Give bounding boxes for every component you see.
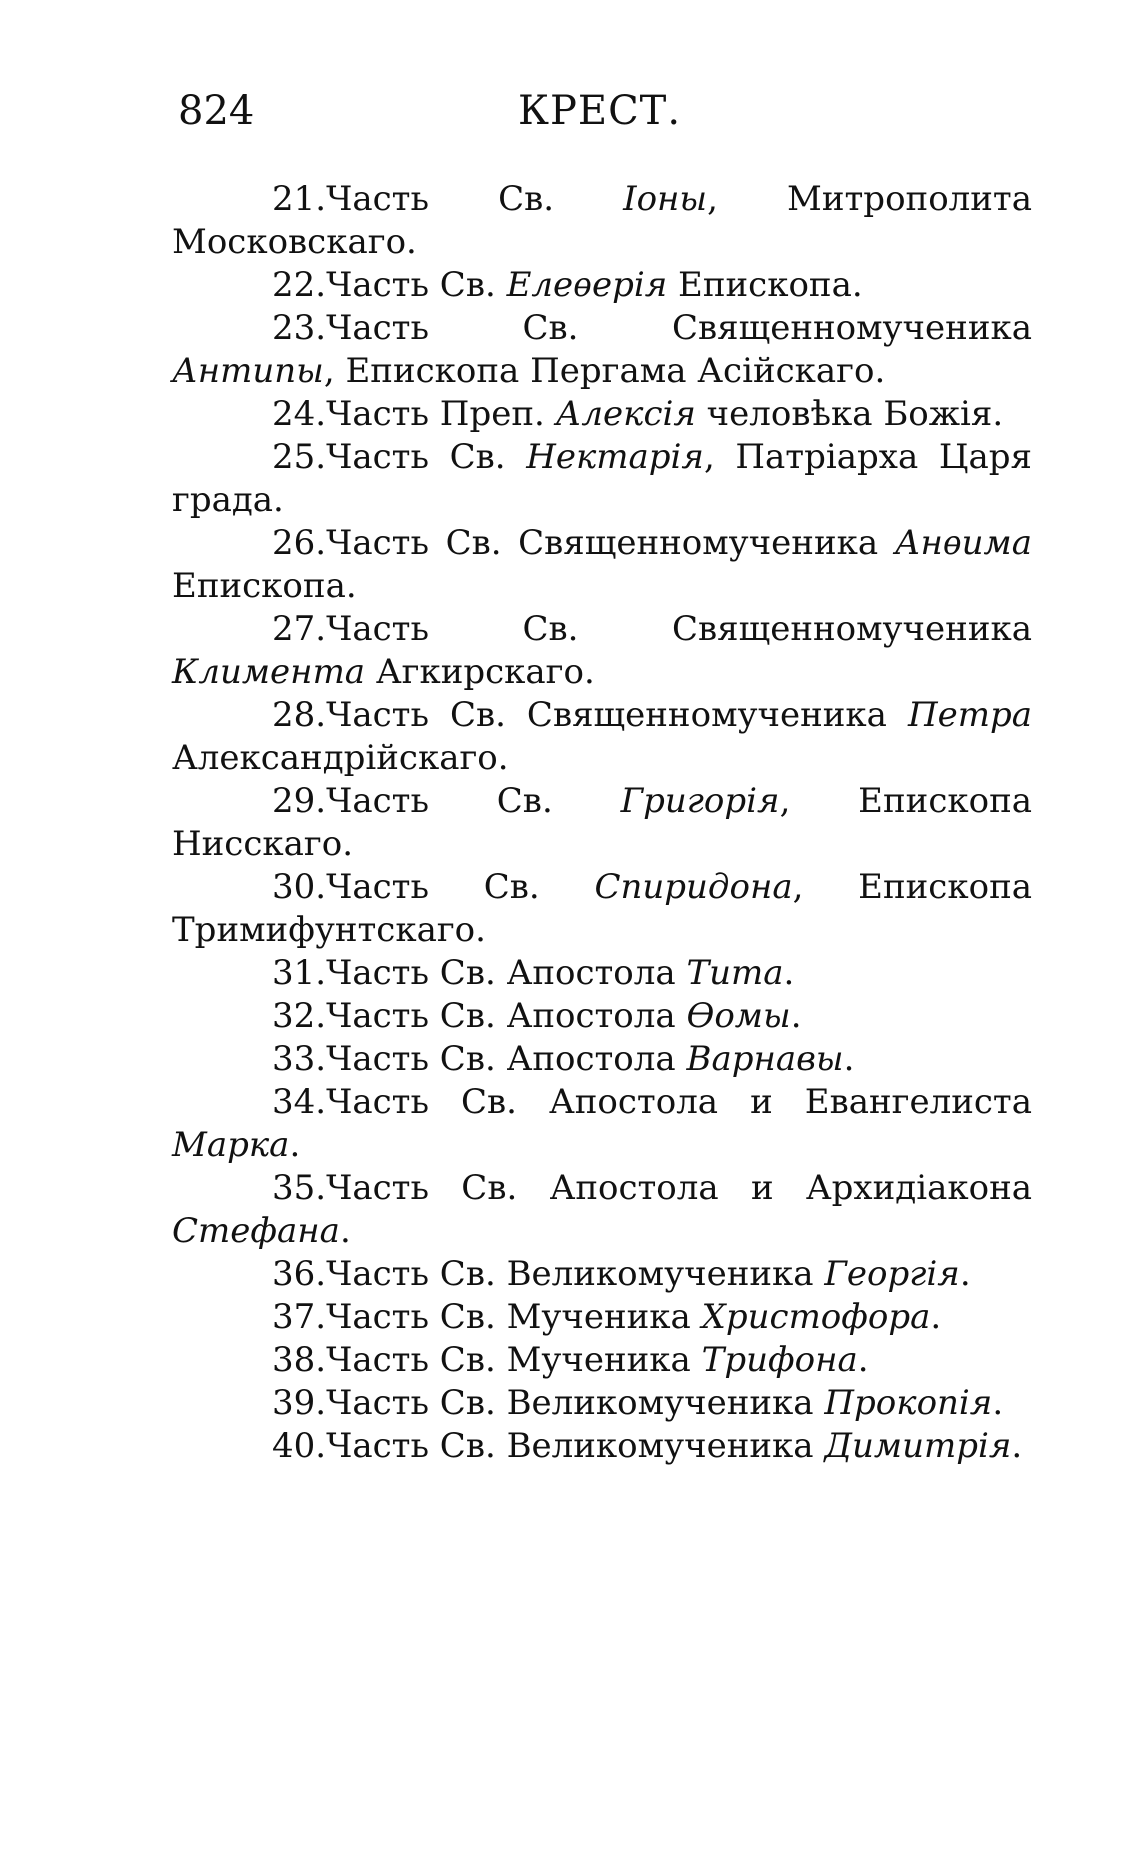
list-item xyxy=(172,436,1032,522)
entry-number: 40. xyxy=(272,1426,327,1466)
list-item xyxy=(172,307,1032,393)
list-item xyxy=(172,866,1032,952)
saint-name: Тита xyxy=(686,953,784,993)
entry-number: 36. xyxy=(272,1254,327,1294)
entry-text: Часть Св. Священномученика xyxy=(326,695,887,735)
entry-text: Часть Св. Мученика xyxy=(326,1297,691,1337)
saint-name: Спиридона xyxy=(594,867,793,907)
list-item xyxy=(172,1296,1032,1339)
entry-suffix: Епископа. xyxy=(172,566,357,606)
entry-suffix: Агкирскаго. xyxy=(365,652,595,692)
page-number: 824 xyxy=(178,88,255,134)
entry-number: 34. xyxy=(272,1082,327,1122)
list-item xyxy=(172,1253,1032,1296)
entry-suffix: . xyxy=(1011,1426,1023,1466)
relic-list xyxy=(172,178,1032,1468)
list-item xyxy=(172,522,1032,608)
list-item xyxy=(172,608,1032,694)
list-item xyxy=(172,1038,1032,1081)
entry-text: Часть Св. Апостола и Евангелиста xyxy=(326,1082,1032,1122)
saint-name: Димитрія xyxy=(824,1426,1012,1466)
entry-suffix: , Митрополита Московскаго. xyxy=(172,179,1033,262)
entry-number: 32. xyxy=(272,996,327,1036)
saint-name: Алексія xyxy=(555,394,696,434)
entry-text: Часть Св. Апостола и Архидіакона xyxy=(326,1168,1032,1208)
saint-name: Христофора xyxy=(701,1297,931,1337)
list-item xyxy=(172,1081,1032,1167)
entry-text: Часть Св. Великомученика xyxy=(326,1254,814,1294)
saint-name: Григорія xyxy=(620,781,780,821)
saint-name: Елеѳерія xyxy=(506,265,668,305)
list-item xyxy=(172,1425,1032,1468)
entry-suffix: . xyxy=(289,1125,301,1165)
entry-number: 31. xyxy=(272,953,327,993)
entry-suffix: . xyxy=(992,1383,1004,1423)
entry-suffix: , Епископа Тримифунтскаго. xyxy=(172,867,1032,950)
entry-text: Часть Св. xyxy=(326,781,553,821)
entry-suffix: , Епископа Пергама Асійскаго. xyxy=(323,351,886,391)
entry-text: Часть Св. Священномученика xyxy=(326,308,1032,348)
saint-name: Ѳомы xyxy=(686,996,791,1036)
saint-name: Георгія xyxy=(824,1254,960,1294)
running-header xyxy=(0,88,1140,148)
list-item xyxy=(172,264,1032,307)
entry-text: Часть Св. Апостола xyxy=(326,996,676,1036)
saint-name: Варнавы xyxy=(686,1039,844,1079)
entry-suffix: Александрійскаго. xyxy=(172,738,509,778)
list-item xyxy=(172,1339,1032,1382)
entry-number: 37. xyxy=(272,1297,327,1337)
list-item xyxy=(172,393,1032,436)
entry-text: Часть Св. Священномученика xyxy=(326,523,879,563)
entry-number: 33. xyxy=(272,1039,327,1079)
entry-number: 26. xyxy=(272,523,327,563)
saint-name: Климента xyxy=(172,652,366,692)
entry-number: 24. xyxy=(272,394,327,434)
entry-suffix: . xyxy=(930,1297,942,1337)
entry-number: 23. xyxy=(272,308,327,348)
page-title: КРЕСТ. xyxy=(518,88,682,134)
entry-suffix: Епископа. xyxy=(667,265,863,305)
saint-name: Петра xyxy=(907,695,1033,735)
entry-text: Часть Св. Мученика xyxy=(326,1340,691,1380)
entry-suffix: . xyxy=(339,1211,351,1251)
saint-name: Стефана xyxy=(172,1211,340,1251)
entry-number: 21. xyxy=(272,179,327,219)
list-item xyxy=(172,780,1032,866)
entry-text: Часть Св. Великомученика xyxy=(326,1426,814,1466)
entry-number: 35. xyxy=(272,1168,327,1208)
entry-number: 30. xyxy=(272,867,327,907)
entry-suffix: . xyxy=(790,996,802,1036)
saint-name: Нектарія xyxy=(526,437,704,477)
list-item xyxy=(172,178,1032,264)
list-item xyxy=(172,995,1032,1038)
saint-name: Трифона xyxy=(701,1340,858,1380)
saint-name: Антипы xyxy=(172,351,324,391)
entry-suffix: . xyxy=(959,1254,971,1294)
entry-text: Часть Св. xyxy=(326,437,506,477)
saint-name: Іоны xyxy=(623,179,708,219)
entry-text: Часть Св. Апостола xyxy=(326,953,676,993)
entry-number: 22. xyxy=(272,265,327,305)
saint-name: Марка xyxy=(172,1125,290,1165)
entry-text: Часть Св. Великомученика xyxy=(326,1383,814,1423)
list-item xyxy=(172,952,1032,995)
list-item xyxy=(172,1167,1032,1253)
entry-number: 25. xyxy=(272,437,327,477)
entry-number: 29. xyxy=(272,781,327,821)
entry-suffix: . xyxy=(843,1039,855,1079)
entry-text: Часть Св. Священномученика xyxy=(326,609,1032,649)
list-item xyxy=(172,1382,1032,1425)
list-item xyxy=(172,694,1032,780)
entry-suffix: , Патріарха Царя града. xyxy=(172,437,1032,520)
saint-name: Анѳима xyxy=(894,523,1033,563)
entry-text: Часть Св. Апостола xyxy=(326,1039,676,1079)
entry-suffix: . xyxy=(783,953,795,993)
entry-text: Часть Св. xyxy=(326,179,555,219)
entry-number: 39. xyxy=(272,1383,327,1423)
entry-suffix: , Епископа Нисскаго. xyxy=(172,781,1033,864)
entry-number: 28. xyxy=(272,695,327,735)
entry-suffix: . xyxy=(857,1340,869,1380)
entry-text: Часть Св. xyxy=(326,265,496,305)
entry-text: Часть Св. xyxy=(326,867,540,907)
saint-name: Прокопія xyxy=(824,1383,993,1423)
entry-number: 27. xyxy=(272,609,327,649)
entry-text: Часть Преп. xyxy=(326,394,545,434)
entry-number: 38. xyxy=(272,1340,327,1380)
entry-suffix: человѣка Божія. xyxy=(695,394,1004,434)
